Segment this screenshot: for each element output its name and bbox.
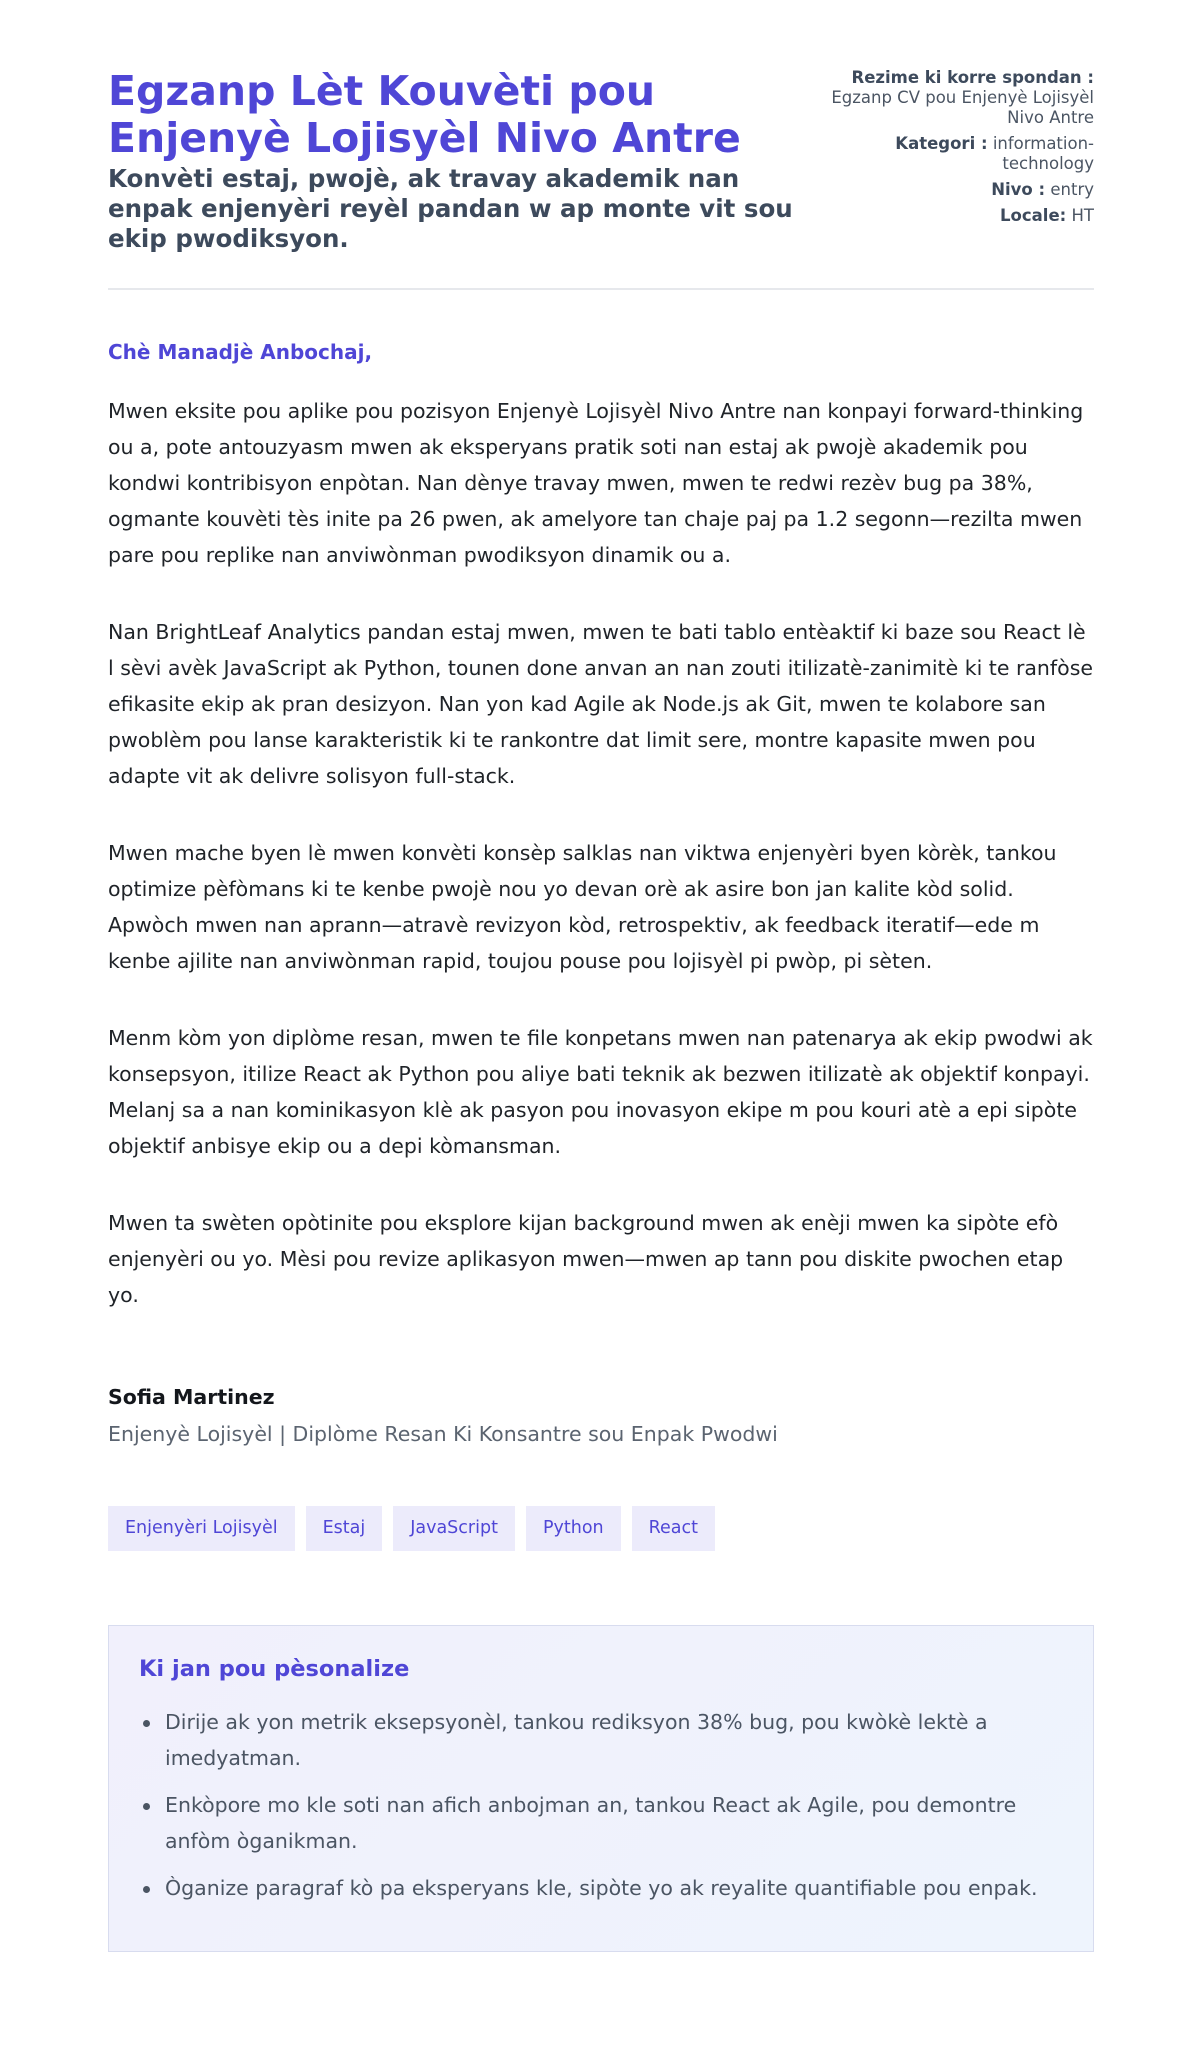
signature-name: Sofia Martinez — [108, 1385, 275, 1409]
tag-javascript[interactable]: JavaScript — [393, 1506, 515, 1551]
tag-software-engineering[interactable]: Enjenyèri Lojisyèl — [108, 1506, 295, 1551]
tag-list — [108, 1506, 1094, 1551]
letter-paragraph: Nan BrightLeaf Analytics pandan estaj mwen, mwen te bati tablo entèaktif ki baze sou React lè l sèvi avèk JavaScript ak Python, tounen done anvan an nan zouti itilizatè-zanimitè ki te ranfòse efikasite ekip ak pran desizyon. Nan yon kad Agile ak Node.js ak Git, mwen te kolabore san pwoblèm pou lanse karakteristik ki te rankontre dat limit sere, montre kapasite mwen pou adapte vit ak delivre solisyon full-stack. — [108, 620, 1093, 788]
page-title: Egzanp Lèt Kouvèti pou Enjenyè Lojisyèl Nivo Antre — [108, 67, 741, 162]
tips-list — [139, 1704, 1065, 1906]
meta-panel — [809, 68, 1094, 232]
signature-role: Enjenyè Lojisyèl | Diplòme Resan Ki Konsantre sou Enpak Pwodwi — [108, 1422, 778, 1446]
meta-resume — [809, 68, 1094, 128]
letter-paragraph: Mwen ta swèten opòtinite pou eksplore kijan background mwen ak enèji mwen ka sipòte efò enjenyèri ou yo. Mèsi pou revize aplikasyon mwen—mwen ap tann pou diskite pwochen etap yo. — [108, 1211, 1064, 1307]
tip-item: Enkòpore mo kle soti nan afich anbojman an, tankou React ak Agile, pou demontre anfòm òganikman. — [165, 1787, 1065, 1859]
tip-item: Dirije ak yon metrik eksepsyonèl, tankou rediksyon 38% bug, pou kwòkè lektè a imedyatman. — [165, 1704, 1065, 1776]
tip-item: Òganize paragraf kò pa eksperyans kle, sipòte yo ak reyalite quantifiable pou enpak. — [165, 1870, 1065, 1906]
meta-resume-value[interactable]: Egzanp CV pou Enjenyè Lojisyèl Nivo Antre — [831, 88, 1094, 127]
meta-category-value: information-technology — [992, 134, 1094, 173]
meta-category-label: Kategori : — [895, 134, 988, 153]
customization-tips-box — [108, 1625, 1094, 1952]
meta-locale — [809, 206, 1094, 226]
tag-python[interactable]: Python — [526, 1506, 621, 1551]
tag-react[interactable]: React — [632, 1506, 715, 1551]
header-title-block — [108, 68, 798, 254]
cover-letter-page — [108, 68, 1094, 1952]
tag-internship[interactable]: Estaj — [306, 1506, 383, 1551]
letter-salutation: Chè Manadjè Anbochaj, — [108, 340, 373, 364]
letter-header — [108, 68, 1094, 254]
letter-paragraph: Menm kòm yon diplòme resan, mwen te file konpetans mwen nan patenarya ak ekip pwodwi ak konsepsyon, itilize React ak Python pou aliye bati teknik ak bezwen itilizatè ak objektif konpayi. Melanj sa a nan kominikasyon klè ak pasyon pou inovasyon ekipe m pou kouri atè a epi sipòte objektif anbisye ekip ou a depi kòmansman. — [108, 1026, 1093, 1158]
page-subtitle: Konvèti estaj, pwojè, ak travay akademik nan enpak enjenyèri reyèl pandan w ap monte vit sou ekip pwodiksyon. — [108, 164, 793, 253]
letter-paragraph: Mwen mache byen lè mwen konvèti konsèp salklas nan viktwa enjenyèri byen kòrèk, tankou optimize pèfòmans ki te kenbe pwojè nou yo devan orè ak asire bon jan kalite kòd solid. Apwòch mwen nan aprann—atravè revizyon kòd, retrospektiv, ak feedback iteratif—ede m kenbe ajilite nan anviwònman rapid, toujou pouse pou lojisyèl pi pwòp, pi sèten. — [108, 841, 1057, 973]
meta-category — [809, 134, 1094, 174]
meta-level — [809, 180, 1094, 200]
tips-title: Ki jan pou pèsonalize — [139, 1656, 410, 1682]
meta-level-label: Nivo : — [991, 180, 1046, 199]
letter-paragraph: Mwen eksite pou aplike pou pozisyon Enjenyè Lojisyèl Nivo Antre nan konpayi forward-thinking ou a, pote antouzyasm mwen ak eksperyans pratik soti nan estaj ak pwojè akademik pou kondwi kontribisyon enpòtan. Nan dènye travay mwen, mwen te redwi rezèv bug pa 38%, ogmante kouvèti tès inite pa 26 pwen, ak amelyore tan chaje paj pa 1.2 segonn—rezilta mwen pare pou replike nan anviwònman pwodiksyon dinamik ou a. — [108, 399, 1084, 567]
meta-locale-value: HT — [1071, 206, 1094, 225]
meta-level-value: entry — [1050, 180, 1094, 199]
meta-locale-label: Locale: — [1000, 206, 1067, 225]
header-divider — [108, 288, 1094, 290]
meta-resume-label: Rezime ki korre spondan : — [851, 68, 1094, 87]
